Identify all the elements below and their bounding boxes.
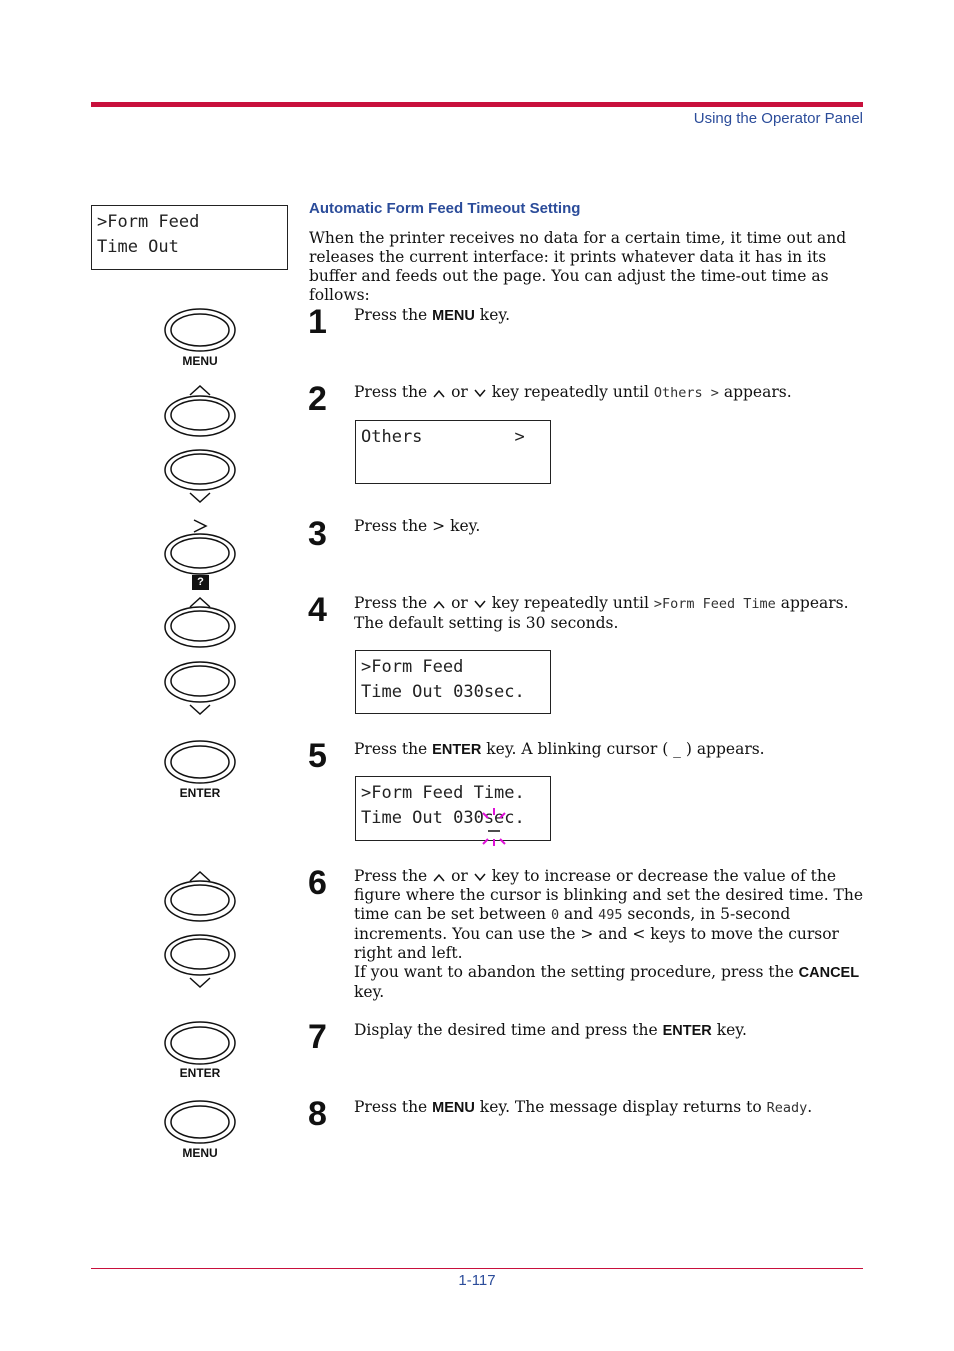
- step-number: 2: [308, 380, 327, 418]
- up-key-icon: [162, 605, 238, 649]
- down-key-icon: [162, 660, 238, 704]
- down-arrow-icon: [180, 976, 220, 990]
- step-7-text: Display the desired time and press the ENTER key.: [354, 1021, 747, 1039]
- step-number: 3: [308, 515, 327, 553]
- side-display-line2: Time Out: [97, 237, 179, 257]
- step-number: 7: [308, 1018, 327, 1056]
- step-6-text: Press the or key to increase or decrease the value of the figure where the cursor is blinking and set the desired time. The time can be set between 0 and 495 seconds, in 5-second increments. You can use the > and < keys to move the cursor right and left.: [354, 867, 864, 962]
- intro-paragraph: When the printer receives no data for a certain time, it time out and releases the current interface: it prints whatever data it has in its buffer and feeds out the page. You can adjust the time-out time as follows:: [309, 229, 847, 304]
- step-2-text: Press the or key repeatedly until Others > appears.: [354, 383, 792, 401]
- up-arrow-icon: [432, 388, 446, 398]
- right-key-icon: [162, 532, 238, 576]
- section-heading: Automatic Form Feed Timeout Setting: [309, 200, 581, 217]
- menu-key-label: MENU: [182, 1146, 218, 1160]
- help-badge-icon: ?: [192, 575, 209, 590]
- footer-rule: [91, 1268, 863, 1269]
- step-number: 8: [308, 1095, 327, 1133]
- down-arrow-icon: [473, 872, 487, 882]
- step-number: 4: [308, 591, 327, 629]
- message-display: Others >: [355, 420, 551, 484]
- up-arrow-icon: [432, 872, 446, 882]
- side-message-display: [91, 205, 288, 270]
- menu-key-icon: [162, 1099, 238, 1147]
- enter-key-icon: [162, 1020, 238, 1068]
- header-rule: [91, 102, 863, 107]
- step-4-text: Press the or key repeatedly until >Form Feed Time appears. The default setting is 30 seconds.: [354, 594, 849, 632]
- menu-key-icon: [162, 307, 238, 355]
- running-header: Using the Operator Panel: [693, 110, 863, 127]
- side-display-line1: >Form Feed: [97, 212, 200, 232]
- step-3-text: Press the > key.: [354, 517, 481, 535]
- enter-key-label: ENTER: [179, 1066, 221, 1080]
- message-display-cursor: >Form Feed Time. Time Out 030sec.: [355, 776, 551, 841]
- message-display: >Form Feed Time Out 030sec.: [355, 650, 551, 714]
- enter-key-label: ENTER: [179, 786, 221, 800]
- enter-key-icon: [162, 739, 238, 787]
- down-arrow-icon: [473, 599, 487, 609]
- step-number: 5: [308, 737, 327, 775]
- down-arrow-icon: [180, 703, 220, 717]
- down-arrow-icon: [180, 491, 220, 505]
- up-key-icon: [162, 394, 238, 438]
- step-number: 1: [308, 303, 327, 341]
- blinking-cursor-icon: [478, 806, 510, 848]
- down-arrow-icon: [473, 388, 487, 398]
- step-5-text: Press the ENTER key. A blinking cursor ( _ ) appears.: [354, 740, 765, 758]
- up-arrow-icon: [432, 599, 446, 609]
- menu-key-label: MENU: [182, 354, 218, 368]
- step-8-text: Press the MENU key. The message display returns to Ready.: [354, 1098, 813, 1116]
- step-1-text: Press the MENU key.: [354, 306, 510, 324]
- page-number: 1-117: [458, 1272, 496, 1289]
- up-key-icon: [162, 879, 238, 923]
- step-number: 6: [308, 864, 327, 902]
- step-6-note: If you want to abandon the setting procedure, press the CANCEL key.: [354, 963, 860, 1001]
- down-key-icon: [162, 448, 238, 492]
- down-key-icon: [162, 933, 238, 977]
